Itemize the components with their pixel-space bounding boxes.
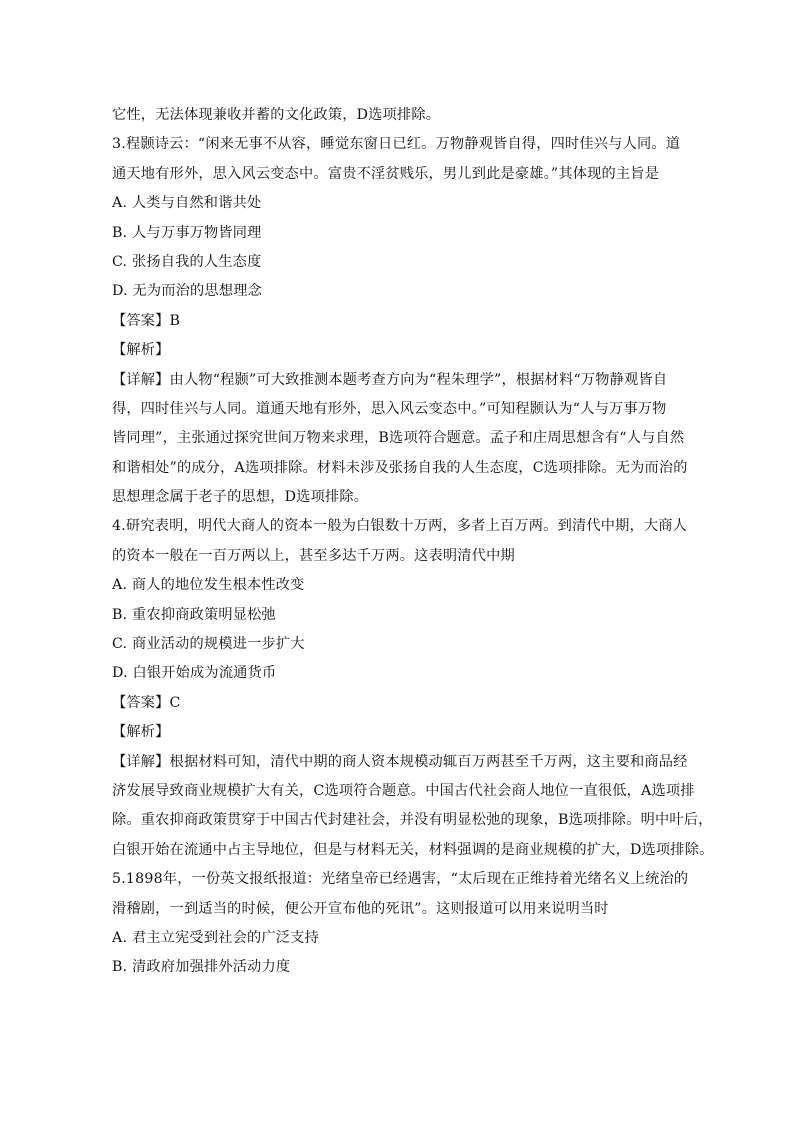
question-4-option-b: B. 重农抑商政策明显松弛 bbox=[112, 606, 276, 623]
question-4-stem-line-2: 的资本一般在一百万两以上，甚至多达千万两。这表明清代中期 bbox=[112, 547, 515, 564]
question-3-explanation-line-4: 和谐相处”的成分，A选项排除。材料未涉及张扬自我的人生态度，C选项排除。无为而治的 bbox=[112, 459, 688, 476]
question-4-answer: 【答案】C bbox=[112, 694, 181, 711]
question-3-explanation-line-2: 得，四时佳兴与人同。道通天地有形外，思入风云变态中。”可知程颢认为“人与万事万物 bbox=[112, 400, 667, 417]
question-3-answer: 【答案】B bbox=[112, 312, 181, 329]
question-3-explanation-line-5: 思想理念属于老子的思想，D选项排除。 bbox=[112, 489, 369, 506]
text-line-q2-end: 它性，无法体现兼收并蓄的文化政策，D选项排除。 bbox=[112, 107, 441, 123]
question-3-explanation-line-3: 皆同理”，主张通过探究世间万物来求理，B选项符合题意。孟子和庄周思想含有“人与自然 bbox=[112, 430, 685, 447]
question-4-option-d: D. 白银开始成为流通货币 bbox=[112, 665, 277, 682]
question-3-option-a: A. 人类与自然和谐共处 bbox=[112, 195, 262, 212]
document-body bbox=[112, 101, 714, 983]
question-3-stem-line-2: 通天地有形外，思入风云变态中。富贵不淫贫贱乐，男儿到此是豪雄。”其体现的主旨是 bbox=[112, 165, 660, 182]
question-5-option-b: B. 清政府加强排外活动力度 bbox=[112, 959, 291, 976]
question-4-analysis-heading: 【解析】 bbox=[112, 724, 170, 741]
question-3-option-b: B. 人与万事万物皆同理 bbox=[112, 224, 262, 241]
question-4-stem-line-1: 4.研究表明，明代大商人的资本一般为白银数十万两，多者上百万两。到清代中期，大商人 bbox=[112, 518, 688, 535]
question-3-explanation-line-1: 【详解】由人物“程颢”可大致推测本题考查方向为“程朱理学”，根据材料“万物静观皆自 bbox=[112, 371, 668, 388]
question-4-explanation-line-1: 【详解】根据材料可知，清代中期的商人资本规模动辄百万两甚至千万两，这主要和商品经 bbox=[112, 753, 688, 770]
question-3-stem-line-1: 3.程颢诗云：“闲来无事不从容，睡觉东窗日已红。万物静观皆自得，四时佳兴与人同。道 bbox=[112, 136, 681, 153]
question-4-explanation-line-4: 白银开始在流通中占主导地位，但是与材料无关，材料强调的是商业规模的扩大，D选项排除。 bbox=[112, 841, 714, 858]
question-3-option-c: C. 张扬自我的人生态度 bbox=[112, 253, 262, 270]
question-4-explanation-line-2: 济发展导致商业规模扩大有关，C选项符合题意。中国古代社会商人地位一直很低，A选项排 bbox=[112, 782, 695, 799]
question-5-stem-line-2: 滑稽剧，一到适当的时候，便公开宣布他的死讯”。这则报道可以用来说明当时 bbox=[112, 900, 609, 917]
question-3-option-d: D. 无为而治的思想理念 bbox=[112, 283, 262, 300]
question-4-option-a: A. 商人的地位发生根本性改变 bbox=[112, 577, 305, 594]
question-5-stem-line-1: 5.1898年，一份英文报纸报道：光绪皇帝已经遇害，“太后现在正维持着光绪名义上统治的 bbox=[112, 871, 689, 888]
question-4-explanation-line-3: 除。重农抑商政策贯穿于中国古代封建社会，并没有明显松弛的现象，B选项排除。明中叶后， bbox=[112, 812, 713, 829]
question-4-option-c: C. 商业活动的规模进一步扩大 bbox=[112, 636, 305, 653]
question-3-analysis-heading: 【解析】 bbox=[112, 342, 170, 359]
question-5-option-a: A. 君主立宪受到社会的广泛支持 bbox=[112, 929, 319, 946]
